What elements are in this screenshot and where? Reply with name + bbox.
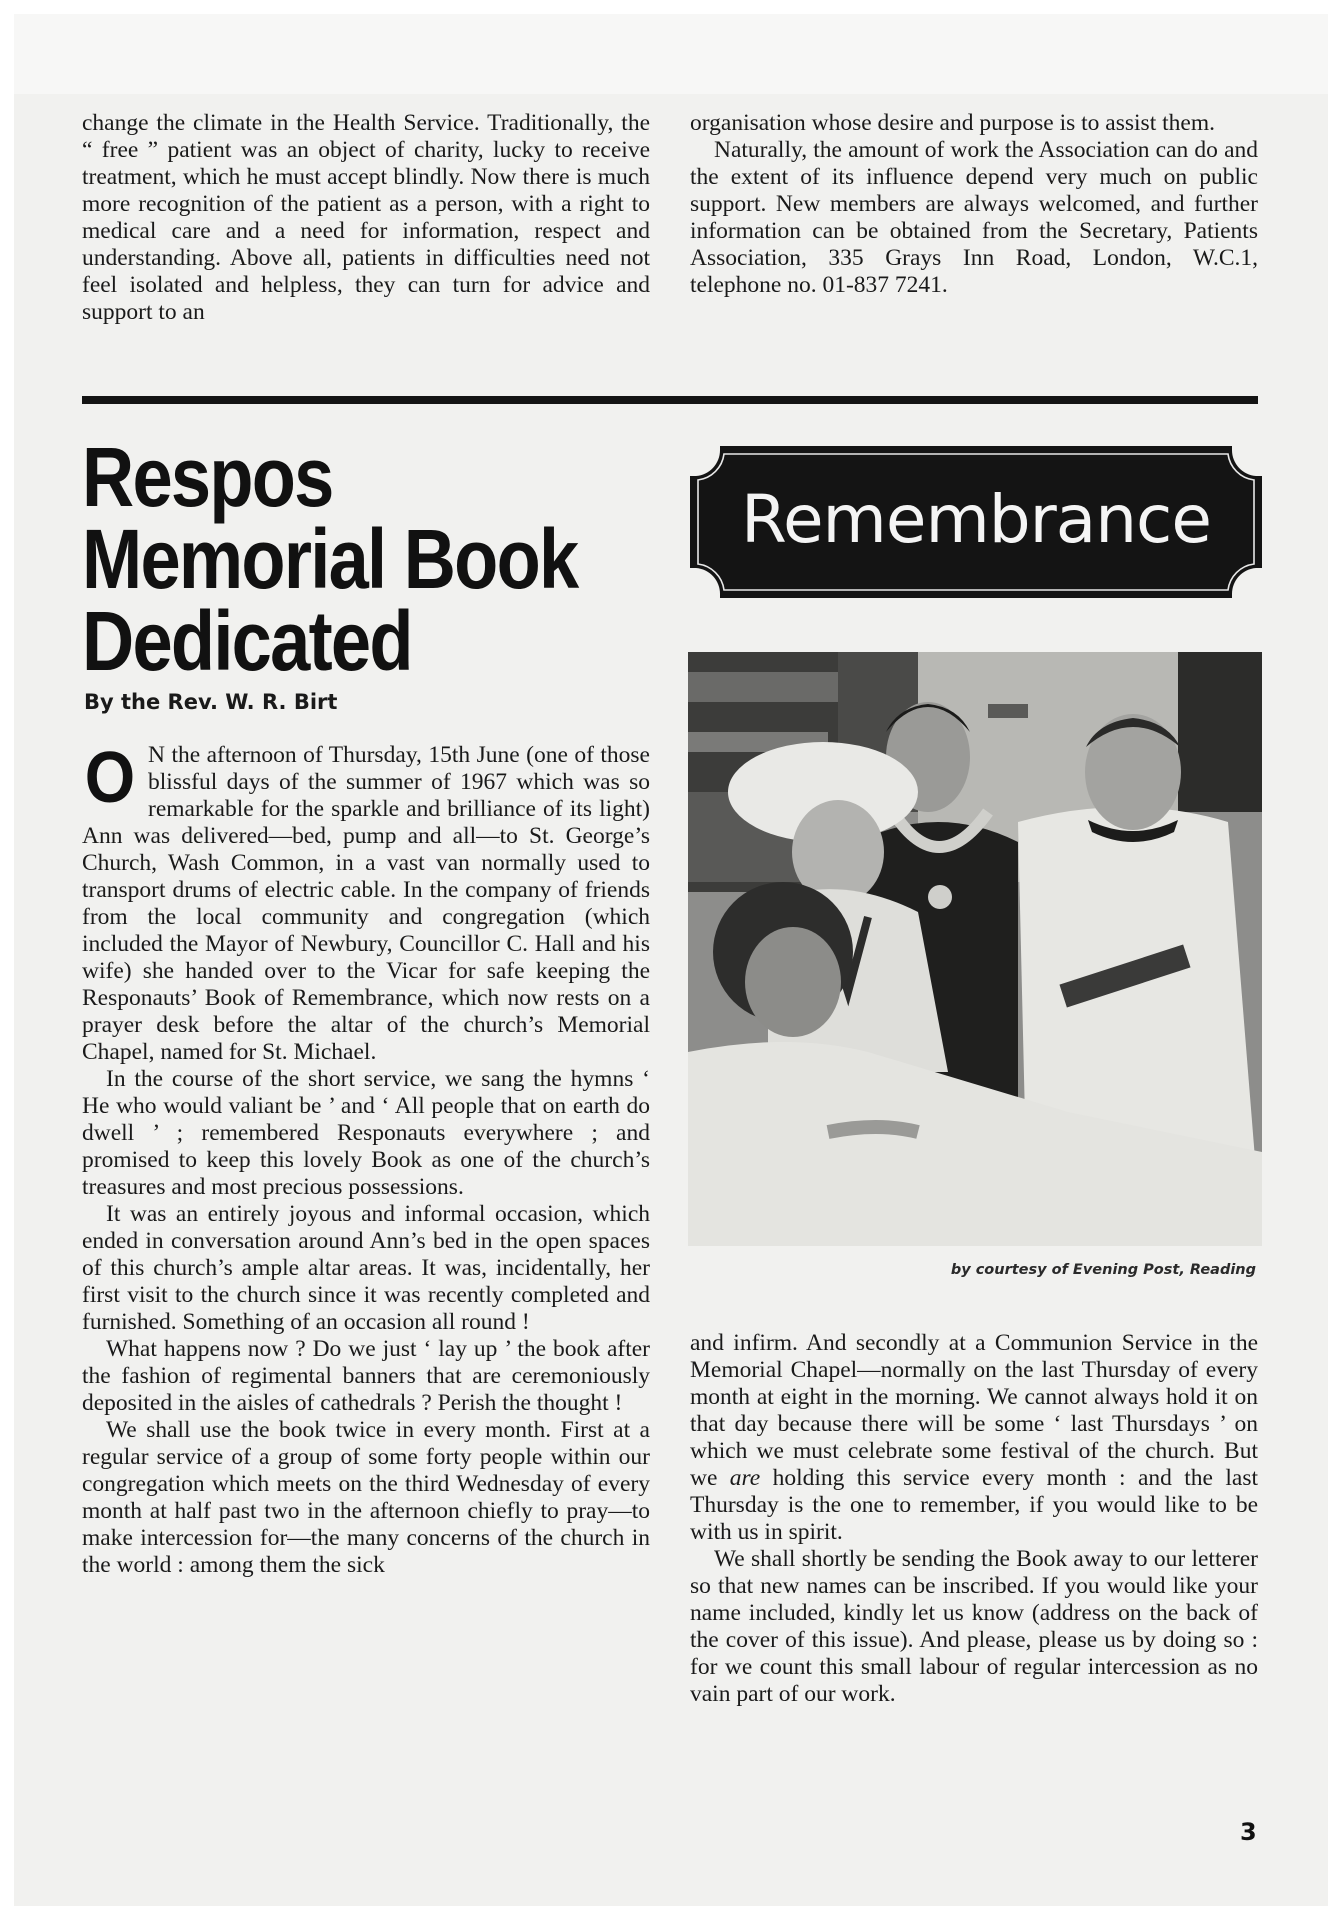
paragraph — [690, 1330, 1258, 1546]
paragraph: change the climate in the Health Service. Traditionally, the “ free ” patient was an object of charity, lucky to receive treatment, which he must accept blindly. Now there is much more recognition of the patient as a person, with a right to medical care and a need for information, respect and understanding. Above all, patients in difficulties need not feel isolated and helpless, they can turn for advice and support to an — [82, 110, 650, 325]
page-number: 3 — [1240, 1818, 1257, 1846]
page-margin — [14, 14, 1328, 94]
paragraph-text: and infirm. And secondly at a Communion Service in the Memorial Chapel—normally on the last Thursday of every month at eight in the morning. We cannot always hold it on that day because there will be some ‘ last Thursdays ’ on which we must celebrate some festival of the church. But we — [690, 1330, 1258, 1491]
paragraph: What happens now ? Do we just ‘ lay up ’ the book after the fashion of regimental banners that are ceremoniously deposited in the aisles of cathedrals ? Perish the thought ! — [82, 1336, 650, 1416]
byline: By the Rev. W. R. Birt — [84, 690, 338, 714]
emphasis-text: are — [729, 1465, 761, 1491]
opening-paragraph-text: N the afternoon of Thursday, 15th June (one of those blissful days of the summer of 1967 which was so remarkable for the sparkle and brilliance of its light) Ann was delivered—bed, pump and all—to St. George’s Church, Wash Common, in a vast van normally used to transport drums of electric cable. In the company of friends from the local community and congregation (which included the Mayor of Newbury, Councillor C. Hall and his wife) she handed over to the Vicar for safe keeping the Responauts’ Book of Remembrance, which now rests on a prayer desk before the altar of the church’s Memorial Chapel, named for St. Michael. — [82, 742, 650, 1065]
article-left-column — [82, 738, 650, 1579]
paragraph: organisation whose desire and purpose is to assist them. — [690, 110, 1215, 136]
paragraph-text: holding this service every month : and the last Thursday is the one to remember, if you would like to be with us in spirit. — [690, 1465, 1258, 1545]
photo-illustration — [688, 652, 1262, 1246]
remembrance-banner — [690, 446, 1262, 598]
paragraph: It was an entirely joyous and informal occasion, which ended in conversation around Ann’s bed in the open spaces of this church’s ample altar areas. It was, incidentally, her first visit to the church since it was recently completed and furnished. Something of an occasion all round ! — [82, 1201, 650, 1335]
photo-caption: by courtesy of Evening Post, Reading — [950, 1262, 1256, 1278]
article-photo — [688, 652, 1262, 1246]
headline-line: Memorial Book — [82, 512, 578, 606]
banner-title: Remembrance — [741, 480, 1211, 558]
section-divider-rule — [82, 396, 1258, 404]
paragraph: We shall use the book twice in every month. First at a regular service of a group of some forty people within our congregation which meets on the third Wednesday of every month at half past two in the afternoon chiefly to pray—to make intercession for—the many concerns of the church in the world : among them the sick — [82, 1417, 650, 1578]
paragraph: In the course of the short service, we sang the hymns ‘ He who would valiant be ’ and ‘ All people that on earth do dwell ’ ; remembered Responauts everywhere ; and promised to keep this lovely Book as one of the church’s treasures and most precious possessions. — [82, 1066, 650, 1200]
headline-line: Respos — [82, 430, 333, 524]
previous-article-left-column — [82, 110, 650, 326]
paragraph: We shall shortly be sending the Book away to our letterer so that new names can be inscribed. If you would like your name included, kindly let us know (address on the back of the cover of this issue). And please, please us by doing so : for we count this small labour of regular intercession as no vain part of our work. — [690, 1546, 1258, 1707]
article-right-column — [690, 1330, 1258, 1708]
opening-paragraph — [82, 738, 650, 1066]
previous-article-right-column — [690, 110, 1258, 299]
paragraph: Naturally, the amount of work the Association can do and the extent of its influence depend very much on public support. New members are always welcomed, and further information can be obtained from the Secretary, Patients Association, 335 Grays Inn Road, London, W.C.1, telephone no. 01-837 7241. — [690, 137, 1258, 298]
article-headline — [82, 430, 598, 688]
drop-cap: O — [84, 738, 136, 818]
headline-line: Dedicated — [82, 594, 412, 688]
